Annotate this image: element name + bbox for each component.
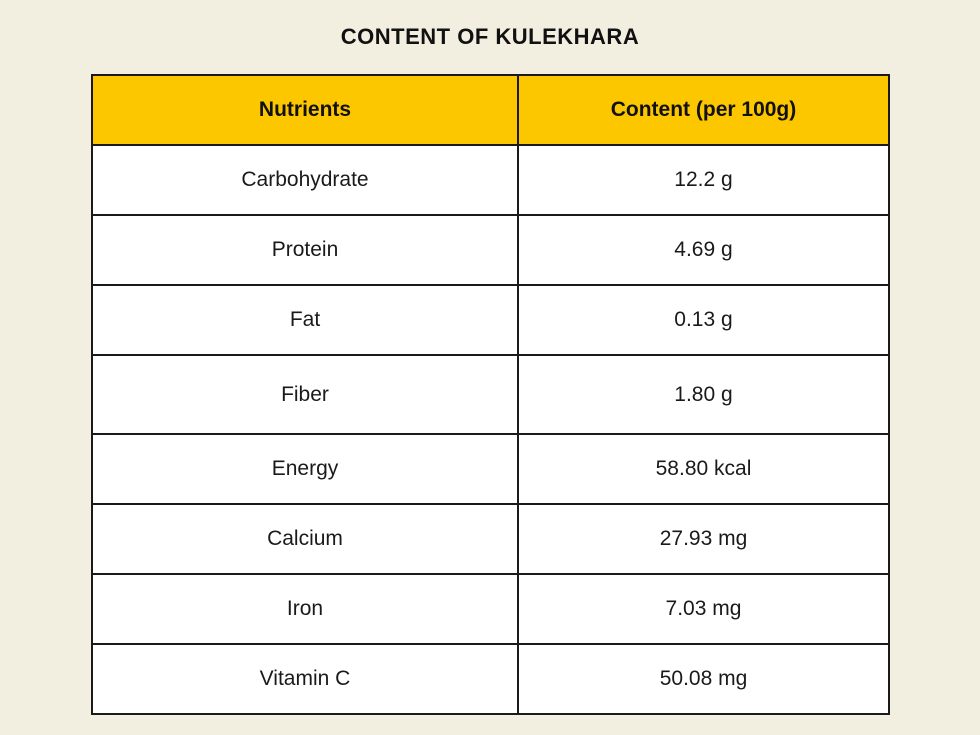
content-cell: 27.93 mg: [518, 504, 889, 574]
table-row: [92, 215, 889, 285]
content-cell: 0.13 g: [518, 285, 889, 355]
nutrient-cell: Fiber: [92, 355, 518, 434]
content-cell: 7.03 mg: [518, 574, 889, 644]
table-row: [92, 574, 889, 644]
table-row: [92, 434, 889, 504]
table-row: [92, 145, 889, 215]
page-title: CONTENT OF KULEKHARA: [340, 24, 640, 49]
table-row: [92, 285, 889, 355]
content-cell: 50.08 mg: [518, 644, 889, 714]
table-row: [92, 504, 889, 574]
header-nutrients: Nutrients: [92, 75, 518, 145]
nutrient-cell: Iron: [92, 574, 518, 644]
content-cell: 1.80 g: [518, 355, 889, 434]
nutrient-cell: Carbohydrate: [92, 145, 518, 215]
table-row: [92, 644, 889, 714]
nutrient-cell: Protein: [92, 215, 518, 285]
content-cell: 58.80 kcal: [518, 434, 889, 504]
content-cell: 4.69 g: [518, 215, 889, 285]
nutrient-cell: Energy: [92, 434, 518, 504]
table-header-row: [92, 75, 889, 145]
header-content: Content (per 100g): [518, 75, 889, 145]
content-cell: 12.2 g: [518, 145, 889, 215]
nutrient-cell: Vitamin C: [92, 644, 518, 714]
nutrient-cell: Calcium: [92, 504, 518, 574]
nutrient-cell: Fat: [92, 285, 518, 355]
nutrition-table: [91, 74, 890, 715]
table-row: [92, 355, 889, 434]
